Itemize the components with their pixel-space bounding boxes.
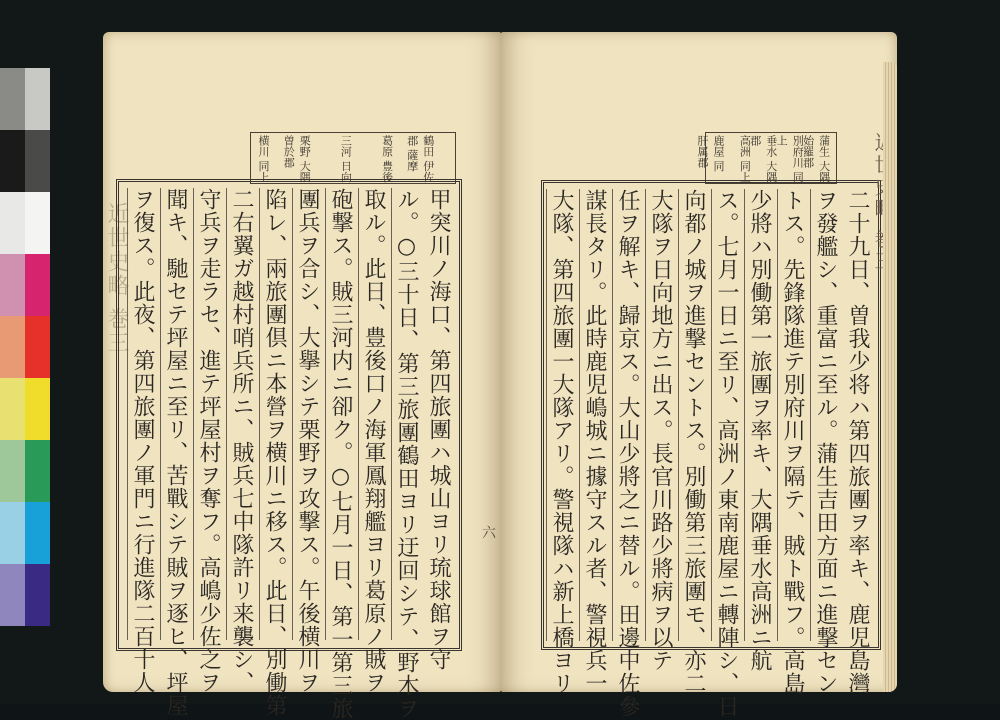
color-swatch [25, 564, 50, 626]
color-swatch [0, 440, 25, 502]
color-calibration-bar [0, 68, 50, 634]
place-note: 葛原 豊後 [380, 135, 394, 183]
text-column: 少將ハ別働第一旅團ヲ率キ、大隅垂水高洲ニ航 [744, 189, 773, 641]
color-swatch [25, 68, 50, 130]
text-column: 團兵ヲ合シ、大擧シテ栗野ヲ攻撃ス。午後横川ヲ [292, 188, 321, 640]
color-swatch [25, 316, 50, 378]
folio-number: 六 [480, 525, 496, 539]
text-column: 甲突川ノ海口、第四旅團ハ城山ヨリ琉球館ヲ守 [426, 188, 451, 671]
text-column: 謀長タリ。此時鹿児嶋城ニ據守スル者、警視兵一 [579, 189, 608, 641]
color-swatch [25, 502, 50, 564]
place-note: 垂水 大隅郡 [748, 135, 778, 183]
place-note: 鶴田 伊佐郡 薩摩 [405, 135, 435, 183]
text-column: 砲撃ス。賊三河内ニ卻ク。○七月一日、第一第三旅 [325, 188, 354, 640]
color-swatch [25, 440, 50, 502]
left-text-frame [116, 179, 462, 720]
color-swatch [0, 254, 25, 316]
text-column: 取ル。此日、豊後口ノ海軍鳳翔艦ヨリ葛原ノ賊ヲ [358, 188, 387, 640]
color-swatch [0, 68, 25, 130]
text-column: 二右翼ガ越村哨兵所ニ、賊兵七中隊許リ来襲シ、 [226, 188, 255, 640]
color-swatch [0, 316, 25, 378]
color-swatch [25, 192, 50, 254]
color-swatch [0, 130, 25, 192]
color-swatch [25, 378, 50, 440]
text-column: 任ヲ解キ、歸京ス。大山少將之ニ替ル。田邊中佐參 [612, 189, 641, 641]
place-note: 栗野 大隅 曽於郡 [282, 135, 312, 183]
text-column: 聞キ、馳セテ坪屋ニ至リ、苦戰シテ賊ヲ逐ヒ、坪屋 [160, 188, 189, 640]
text-column: ス。七月一日ニ至リ、高洲ノ東南鹿屋ニ轉陣シ、日 [711, 189, 740, 641]
color-swatch [25, 254, 50, 316]
color-swatch [0, 192, 25, 254]
text-column: トス。先鋒隊進テ別府川ヲ隔テ、賊ト戰フ。高島 [777, 189, 806, 641]
place-note: 高洲 同上 [738, 135, 752, 183]
place-note: 三河 日向 [339, 135, 353, 183]
text-column: 大隊、第四旅團一大隊アリ。警視隊ハ新上橋ヨリ [546, 189, 575, 641]
text-column: 守兵ヲ走ラセ、進テ坪屋村ヲ奪フ。高嶋少佐之ヲ [193, 188, 222, 640]
text-column: ル。○三十日、第三旅團鶴田ヨリ迂回シテ、野木ヲ [391, 188, 420, 640]
place-note: 蒲生 大隅 始羅郡 [801, 135, 831, 183]
color-swatch [25, 130, 50, 192]
text-column: 向都ノ城ヲ進撃セントス。別働第三旅團モ、亦二 [678, 189, 707, 641]
color-swatch [0, 502, 25, 564]
text-column: ヲ發艦シ、重富ニ至ル。蒲生吉田方面ニ進撃セン [810, 189, 839, 641]
text-column: 二十九日、曽我少将ハ第四旅團ヲ率キ、鹿児島灣 [845, 189, 870, 695]
color-swatch [0, 564, 25, 626]
left-place-notes [250, 132, 456, 184]
place-note: 鹿屋 同 肝属郡 [696, 135, 725, 172]
open-book [103, 28, 909, 720]
text-column: 大隊ヲ日向地方ニ出ス。長官川路少將病ヲ以テ [645, 189, 674, 641]
right-place-notes [696, 132, 837, 184]
right-text-frame [541, 180, 881, 718]
page-edge-stack [883, 62, 897, 692]
right-page [501, 32, 897, 718]
place-note: 横川 同上 [257, 135, 270, 183]
color-swatch [0, 378, 25, 440]
left-margin-title: 近世史略 巻三 [104, 202, 129, 355]
place-note: 別府川 同上 [775, 135, 805, 183]
text-column: 陷レ、兩旅團倶ニ本營ヲ横川ニ移ス。此日、別働第 [259, 188, 288, 640]
text-column: ヲ復ス。此夜、第四旅團ノ軍門ニ行進隊二百十人 [127, 188, 156, 640]
left-page [103, 32, 501, 720]
